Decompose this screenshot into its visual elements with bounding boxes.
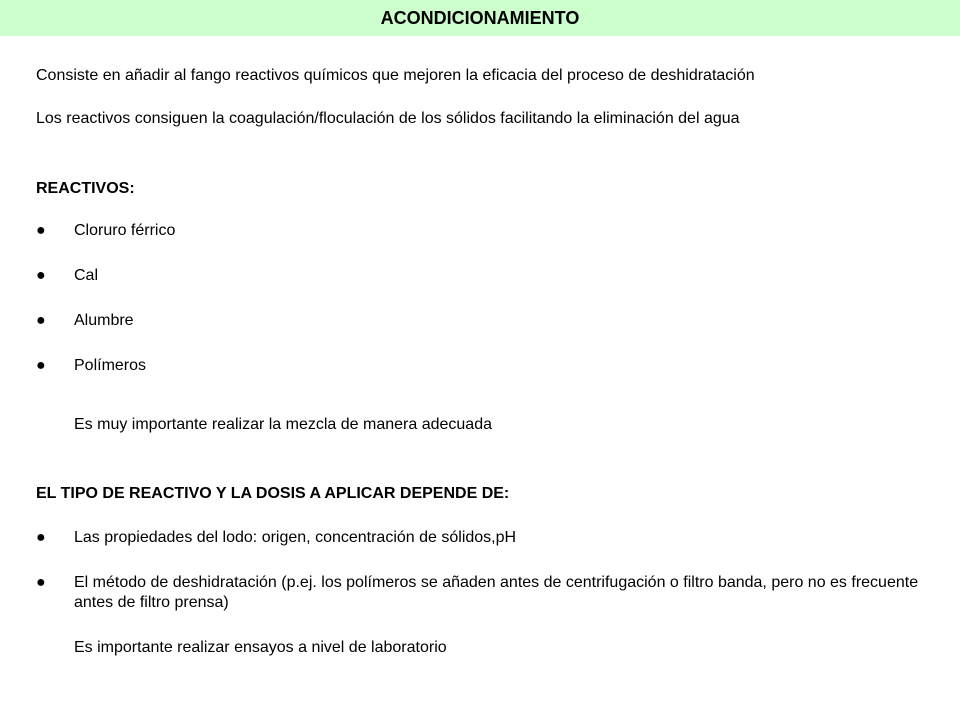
- depende-heading: EL TIPO DE REACTIVO Y LA DOSIS A APLICAR DEPENDE DE:: [36, 485, 510, 502]
- reactivo-item: Polímeros: [74, 357, 147, 374]
- reactivos-note: Es muy importante realizar la mezcla de manera adecuada: [74, 416, 492, 433]
- depende-item: El método de deshidratación (p.ej. los polímeros se añaden antes de centrifugación o filtro banda, pero no es frecuente antes de filtro prensa): [74, 574, 919, 611]
- bullet-icon: ●: [36, 357, 46, 374]
- depende-item: Las propiedades del lodo: origen, concentración de sólidos,pH: [74, 529, 517, 546]
- bullet-icon: ●: [36, 222, 46, 239]
- page-title: ACONDICIONAMIENTO: [380, 8, 580, 28]
- reactivo-item: Cal: [74, 267, 99, 284]
- reactivo-item: Cloruro férrico: [74, 222, 176, 239]
- reactivos-heading: REACTIVOS:: [36, 180, 135, 197]
- reactivo-item: Alumbre: [74, 312, 134, 329]
- intro-paragraph-1: Consiste en añadir al fango reactivos químicos que mejoren la eficacia del proceso de deshidratación: [36, 67, 755, 84]
- bullet-icon: ●: [36, 267, 46, 284]
- bullet-icon: ●: [36, 529, 46, 546]
- depende-note: Es importante realizar ensayos a nivel de laboratorio: [74, 639, 447, 656]
- intro-paragraph-2: Los reactivos consiguen la coagulación/floculación de los sólidos facilitando la eliminación del agua: [36, 110, 740, 127]
- bullet-icon: ●: [36, 574, 46, 591]
- bullet-icon: ●: [36, 312, 46, 329]
